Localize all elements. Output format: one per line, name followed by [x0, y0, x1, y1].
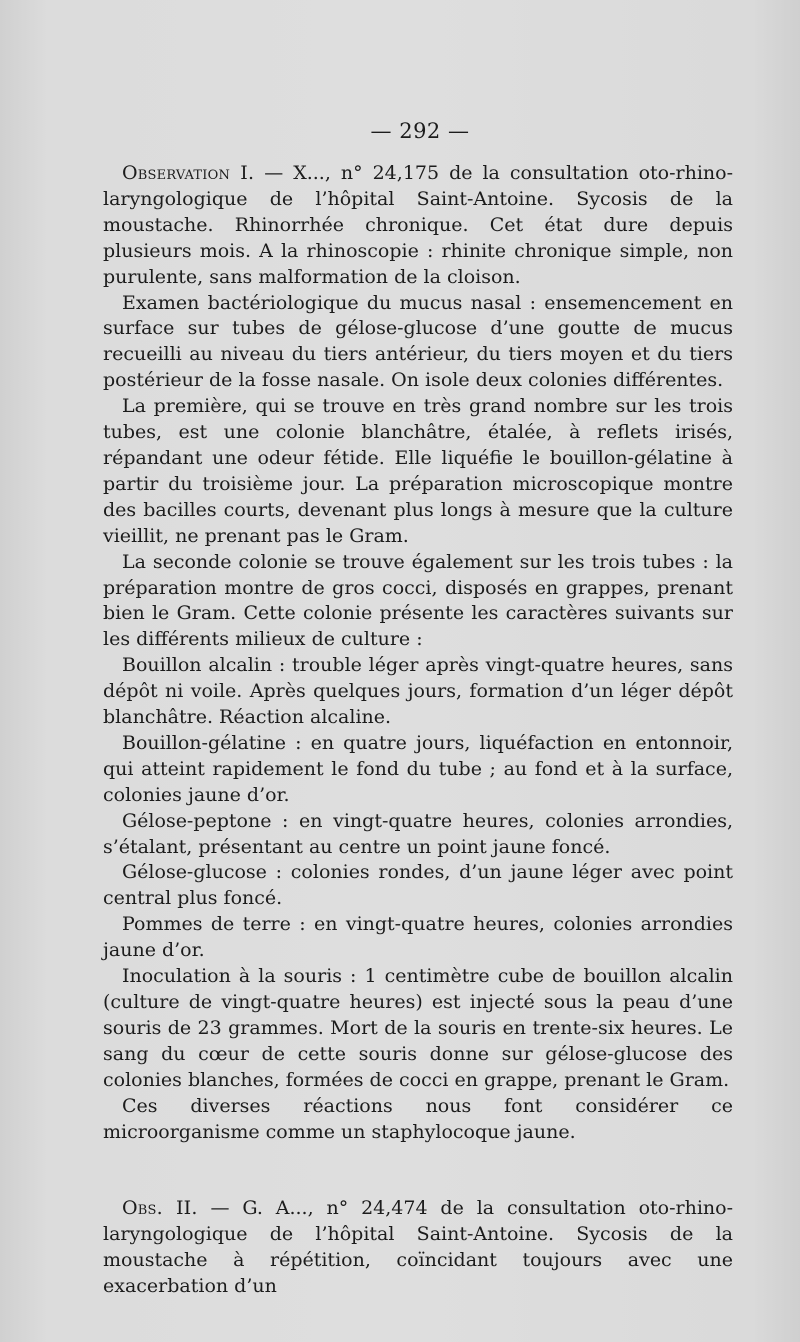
paragraph-examen-bacteriologique: Examen bactériologique du mucus nasal : ensemencement en surface sur tubes de gélose-glucose d’une goutte de mucus recueilli au niveau du tiers antérieur, du tiers moyen et du tiers postérieur de la fosse nasale. On isole deux colonies différentes.	[103, 291, 733, 392]
paragraph-pommes-de-terre: Pommes de terre : en vingt-quatre heures, colonies arrondies jaune d’or.	[103, 913, 733, 962]
observation-1-paragraph-1	[103, 161, 733, 291]
paragraph-seconde-colonie: La seconde colonie se trouve également sur les trois tubes : la préparation montre de gros cocci, disposés en grappes, prenant bien le Gram. Cette colonie présente les caractères suivants sur les différents milieux de culture :	[103, 550, 733, 651]
paragraph-premiere-colonie: La première, qui se trouve en très grand nombre sur les trois tubes, est une colonie blanchâtre, étalée, à reflets irisés, répandant une odeur fétide. Elle liquéfie le bouillon-gélatine à partir du troisième jour. La préparation microscopique montre des bacilles courts, devenant plus longs à mesure que la culture vieillit, ne prenant pas le Gram.	[103, 395, 733, 547]
paragraph-bouillon-gelatine: Bouillon-gélatine : en quatre jours, liquéfaction en entonnoir, qui atteint rapidement le fond du tube ; au fond et à la surface, colonies jaune d’or.	[103, 731, 733, 806]
observation-1-intro-text: — X..., n° 24,175 de la consultation oto-rhino-laryngologique de l’hôpital Saint-Antoine. Sycosis de la moustache. Rhinorrhée chronique. Cet état dure depuis plusieurs mois. A la rhinoscopie : rhinite chronique simple, non purulente, sans malformation de la cloison.	[103, 162, 734, 288]
paragraph-inoculation: Inoculation à la souris : 1 centimètre cube de bouillon alcalin (culture de vingt-quatre heures) est injecté sous la peau d’une souris de 23 grammes. Mort de la souris en trente-six heures. Le sang du cœur de cette souris donne sur gélose-glucose des colonies blanches, formées de cocci en grappe, prenant le Gram.	[103, 965, 733, 1091]
paragraph-gelose-glucose: Gélose-glucose : colonies rondes, d’un jaune léger avec point central plus foncé.	[103, 861, 733, 910]
page-number: — 292 —	[370, 119, 470, 143]
observation-1-heading: Observation I.	[122, 162, 255, 184]
paragraph-bouillon-alcalin: Bouillon alcalin : trouble léger après vingt-quatre heures, sans dépôt ni voile. Après quelques jours, formation d’un léger dépôt blanchâtre. Réaction alcaline.	[103, 654, 733, 729]
paragraph-conclusion: Ces diverses réactions nous font considérer ce microorganisme comme un staphylocoque jaune.	[103, 1094, 733, 1143]
observation-2-heading: Obs. II.	[122, 1197, 198, 1219]
paragraph-gelose-peptone: Gélose-peptone : en vingt-quatre heures, colonies arrondies, s’étalant, présentant au centre un point jaune foncé.	[103, 809, 733, 858]
observation-2-intro-text: — G. A..., n° 24,474 de la consultation oto-rhino-laryngologique de l’hôpital Saint-Antoine. Sycosis de la moustache à répétition, coïncidant toujours avec une exacerbation d’un	[103, 1197, 733, 1297]
observation-1	[103, 161, 733, 1145]
observation-2-paragraph-1	[103, 1196, 733, 1300]
observation-2	[103, 1196, 733, 1300]
